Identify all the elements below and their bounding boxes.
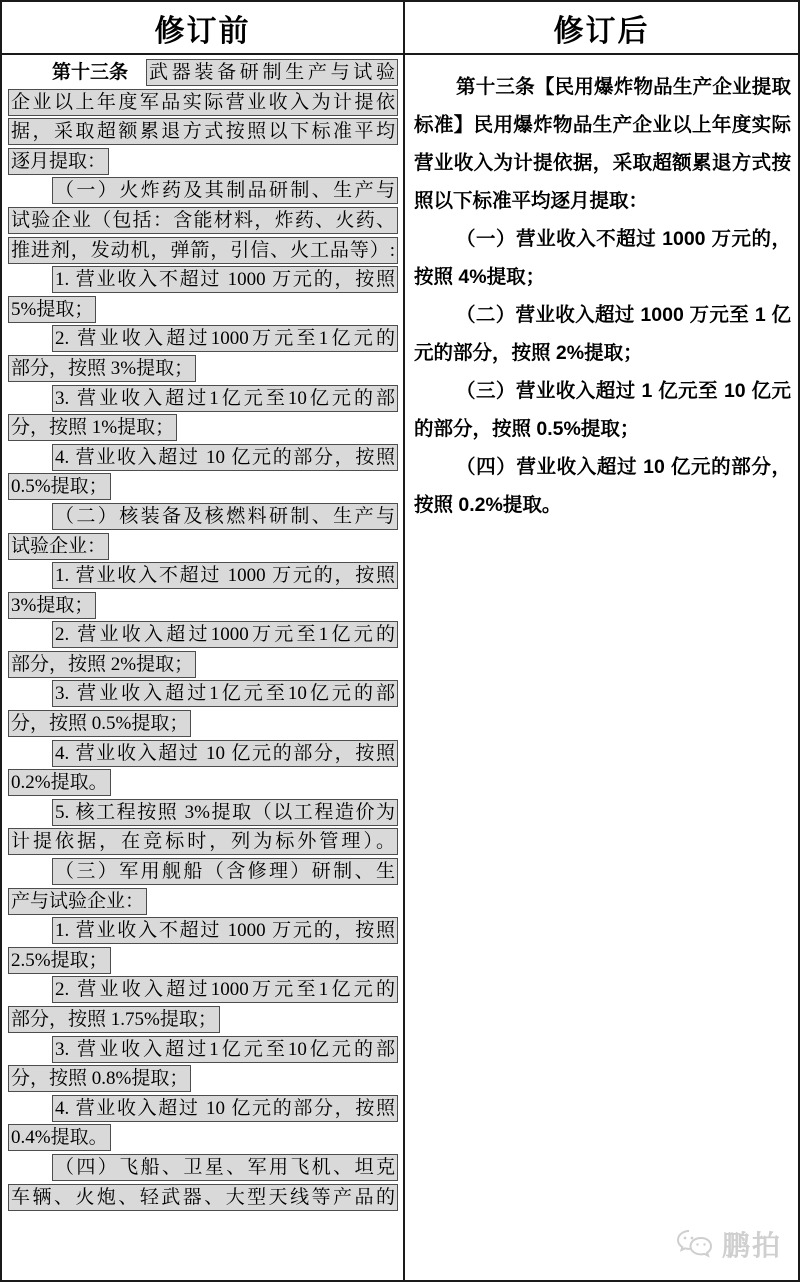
deleted-text-highlight: （二）核装备及核燃料研制、生产与: [52, 503, 398, 530]
before-line: [8, 680, 398, 710]
deleted-text-highlight: 5%提取；: [8, 296, 96, 323]
before-line: [8, 592, 398, 622]
before-line: [8, 621, 398, 651]
before-line: [8, 828, 398, 858]
deleted-text-highlight: 逐月提取：: [8, 148, 109, 175]
deleted-text-highlight: 2.5%提取；: [8, 947, 111, 974]
before-line: [8, 1095, 398, 1125]
before-line: [8, 266, 398, 296]
deleted-text-highlight: 分，按照 0.5%提取；: [8, 710, 191, 737]
after-paragraph: （四）营业收入超过 10 亿元的部分，按照 0.2%提取。: [414, 456, 791, 516]
before-line: [8, 444, 398, 474]
before-line: [8, 1036, 398, 1066]
deleted-text-highlight: 计提依据，在竞标时，列为标外管理）。: [8, 828, 398, 855]
deleted-text-highlight: 0.4%提取。: [8, 1124, 111, 1151]
before-line: [8, 888, 398, 918]
deleted-text-highlight: 分，按照 0.8%提取；: [8, 1065, 191, 1092]
deleted-text-highlight: 2. 营业收入超过1000万元至1亿元的: [52, 325, 398, 352]
deleted-text-highlight: 1. 营业收入不超过 1000 万元的，按照: [52, 266, 398, 293]
before-line: [8, 858, 398, 888]
before-line: [8, 503, 398, 533]
before-line: [8, 296, 398, 326]
before-line: [8, 1184, 398, 1214]
before-line: [8, 1124, 398, 1154]
deleted-text-highlight: 分，按照 1%提取；: [8, 414, 177, 441]
column-header-before: 修订前: [2, 2, 403, 55]
before-line: [8, 976, 398, 1006]
deleted-text-highlight: 推进剂，发动机，弹箭，引信、火工品等）:: [8, 237, 398, 264]
column-header-after: 修订后: [405, 2, 798, 55]
deleted-text-highlight: 2. 营业收入超过1000万元至1亿元的: [52, 976, 398, 1003]
before-line: [8, 740, 398, 770]
deleted-text-highlight: 5. 核工程按照 3%提取（以工程造价为: [52, 799, 398, 826]
before-line: [8, 414, 398, 444]
after-paragraph: 第十三条【民用爆炸物品生产企业提取标准】民用爆炸物品生产企业以上年度实际营业收入为计提依据，采取超额累退方式按照以下标准平均逐月提取：: [414, 76, 791, 212]
before-line: [8, 59, 398, 89]
before-column-body: [2, 55, 403, 1213]
before-line: [8, 651, 398, 681]
deleted-text-highlight: 企业以上年度军品实际营业收入为计提依: [8, 89, 398, 116]
watermark-label: 鹏拍: [721, 1230, 782, 1261]
before-line: [8, 1006, 398, 1036]
deleted-text-highlight: 4. 营业收入超过 10 亿元的部分，按照: [52, 1095, 398, 1122]
deleted-text-highlight: （四）飞船、卫星、军用飞机、坦克: [52, 1154, 398, 1181]
deleted-text-highlight: （一）火炸药及其制品研制、生产与: [52, 177, 398, 204]
before-line: [8, 325, 398, 355]
deleted-text-highlight: 2. 营业收入超过1000万元至1亿元的: [52, 621, 398, 648]
deleted-text-highlight: 产与试验企业：: [8, 888, 147, 915]
before-line: [8, 769, 398, 799]
deleted-text-highlight: 1. 营业收入不超过 1000 万元的，按照: [52, 562, 398, 589]
after-paragraph: （一）营业收入不超过 1000 万元的，按照 4%提取；: [414, 228, 791, 288]
deleted-text-highlight: （三）军用舰船（含修理）研制、生: [52, 858, 398, 885]
before-line: [8, 562, 398, 592]
before-line: [8, 148, 398, 178]
after-column-body: [405, 55, 798, 524]
before-line: [8, 533, 398, 563]
deleted-text-highlight: 4. 营业收入超过 10 亿元的部分，按照: [52, 740, 398, 767]
deleted-text-highlight: 车辆、火炮、轻武器、大型天线等产品的: [8, 1184, 398, 1211]
article-number-label: 第十三条: [52, 62, 129, 83]
deleted-text-highlight: 武器装备研制生产与试验: [146, 59, 398, 86]
before-line: [8, 89, 398, 119]
before-line: [8, 177, 398, 207]
before-line: [8, 1065, 398, 1095]
deleted-text-highlight: 3%提取；: [8, 592, 96, 619]
before-line: [8, 1154, 398, 1184]
deleted-text-highlight: 0.2%提取。: [8, 769, 111, 796]
deleted-text-highlight: 3. 营业收入超过1亿元至10亿元的部: [52, 1036, 398, 1063]
deleted-text-highlight: 试验企业（包括：含能材料，炸药、火药、: [8, 207, 398, 234]
deleted-text-highlight: 部分，按照 3%提取；: [8, 355, 196, 382]
watermark: [675, 1224, 782, 1264]
deleted-text-highlight: 部分，按照 1.75%提取；: [8, 1006, 220, 1033]
before-line: [8, 473, 398, 503]
after-paragraph: （二）营业收入超过 1000 万元至 1 亿元的部分，按照 2%提取；: [414, 304, 791, 364]
deleted-text-highlight: 据，采取超额累退方式按照以下标准平均: [8, 118, 398, 145]
before-line: [8, 118, 398, 148]
deleted-text-highlight: 4. 营业收入超过 10 亿元的部分，按照: [52, 444, 398, 471]
wechat-chat-bubbles-icon: [675, 1228, 715, 1260]
deleted-text-highlight: 0.5%提取；: [8, 473, 111, 500]
after-column: [405, 2, 798, 1280]
before-line: [8, 385, 398, 415]
deleted-text-highlight: 3. 营业收入超过1亿元至10亿元的部: [52, 680, 398, 707]
before-line: [8, 207, 398, 237]
deleted-text-highlight: 3. 营业收入超过1亿元至10亿元的部: [52, 385, 398, 412]
before-line: [8, 799, 398, 829]
deleted-text-highlight: 试验企业：: [8, 533, 109, 560]
before-line: [8, 237, 398, 267]
before-line: [8, 947, 398, 977]
before-line: [8, 355, 398, 385]
before-line: [8, 917, 398, 947]
after-paragraph: （三）营业收入超过 1 亿元至 10 亿元的部分，按照 0.5%提取；: [414, 380, 791, 440]
before-line: [8, 710, 398, 740]
deleted-text-highlight: 部分，按照 2%提取；: [8, 651, 196, 678]
deleted-text-highlight: 1. 营业收入不超过 1000 万元的，按照: [52, 917, 398, 944]
before-column: [2, 2, 405, 1280]
